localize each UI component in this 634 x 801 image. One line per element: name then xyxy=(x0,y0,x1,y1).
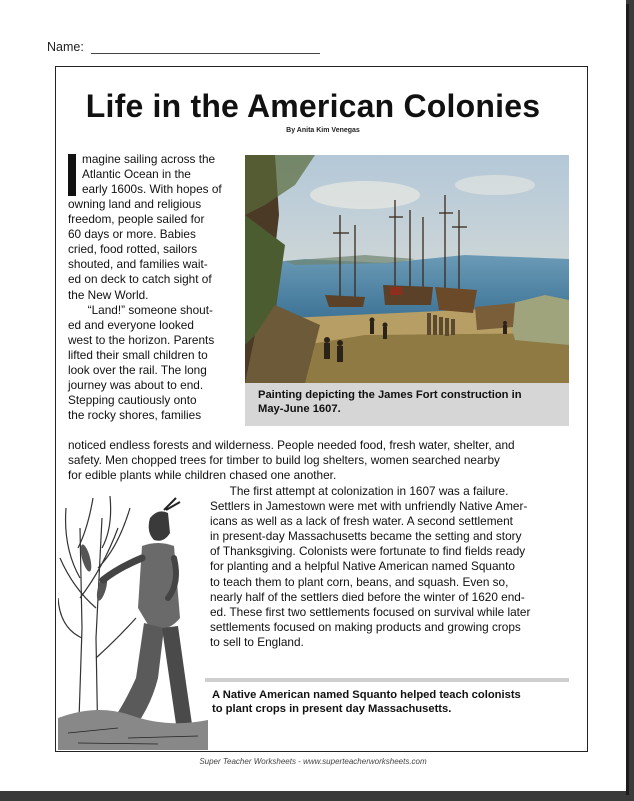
text-line: settlements focused on making products and growing crops xyxy=(210,619,521,634)
squanto-illustration xyxy=(58,488,208,750)
text-line: Settlers in Jamestown were met with unfriendly Native Amer- xyxy=(210,499,528,514)
text-line: lifted their small children to xyxy=(68,347,208,362)
text-line: journey was about to end. xyxy=(68,378,204,393)
text-line: the New World. xyxy=(68,287,149,302)
text-line: Atlantic Ocean in the xyxy=(82,167,191,182)
text-line: ed on deck to catch sight of xyxy=(68,272,212,287)
text-line: to sell to England. xyxy=(210,634,304,649)
text-line: icans as well as a lack of fresh water. A second settlement xyxy=(210,514,513,529)
text-line: shouted, and families wait- xyxy=(68,257,208,272)
caption-line: May-June 1607. xyxy=(258,403,341,415)
text-line: early 1600s. With hopes of xyxy=(82,182,222,197)
caption-line: A Native American named Squanto helped teach colonists xyxy=(212,689,521,701)
text-line: ed. These first two settlements focused on survival while later xyxy=(210,604,531,619)
text-line: Stepping cautiously onto xyxy=(68,393,197,408)
intro-paragraph xyxy=(82,152,244,197)
page-edge-shadow xyxy=(626,4,629,795)
name-label: Name: xyxy=(47,40,84,54)
squanto-caption xyxy=(205,678,569,716)
left-column-text xyxy=(68,197,244,423)
text-line: look over the rail. The long xyxy=(68,363,207,378)
right-column-text xyxy=(210,484,570,650)
caption-line: Painting depicting the James Fort construction in xyxy=(258,389,522,401)
text-line: the rocky shores, families xyxy=(68,408,202,423)
article-title: Life in the American Colonies xyxy=(85,88,541,124)
text-line: safety. Men chopped trees for timber to build log shelters, women searched nearby xyxy=(68,453,500,468)
text-line: for planting and a helpful Native American named Squanto xyxy=(210,559,515,574)
full-width-text xyxy=(68,438,568,483)
text-line: west to the horizon. Parents xyxy=(68,332,215,347)
text-line: in present-day Massachusetts became the setting and story xyxy=(210,529,522,544)
text-line: owning land and religious xyxy=(68,197,202,211)
name-input-line[interactable] xyxy=(91,53,320,54)
text-line: cried, food rotted, sailors xyxy=(68,242,198,257)
text-line: freedom, people sailed for xyxy=(68,212,205,227)
james-fort-painting xyxy=(245,155,569,383)
text-line: of Thanksgiving. Colonists were fortunate to find fields ready xyxy=(210,544,526,559)
page-footer: Super Teacher Worksheets - www.superteacherworksheets.com xyxy=(199,757,427,766)
text-line: nearly half of the settlers died before the winter of 1620 end- xyxy=(210,589,525,604)
text-line: noticed endless forests and wilderness. People needed food, fresh water, shelter, and xyxy=(68,438,515,452)
text-line: ed and everyone looked xyxy=(68,317,194,332)
text-line: The first attempt at colonization in 1607 was a failure. xyxy=(210,484,509,498)
drop-cap-letter xyxy=(68,154,76,196)
caption-line: to plant crops in present day Massachusetts. xyxy=(212,703,452,715)
text-line: to teach them to plant corn, beans, and squash. Even so, xyxy=(210,574,509,589)
painting-caption xyxy=(245,383,569,426)
text-line: for edible plants while children chased one another. xyxy=(68,468,337,483)
text-line: 60 days or more. Babies xyxy=(68,227,196,242)
text-line: magine sailing across the xyxy=(82,152,216,166)
article-byline: By Anita Kim Venegas xyxy=(286,127,360,134)
text-line: “Land!” someone shout- xyxy=(68,302,213,317)
